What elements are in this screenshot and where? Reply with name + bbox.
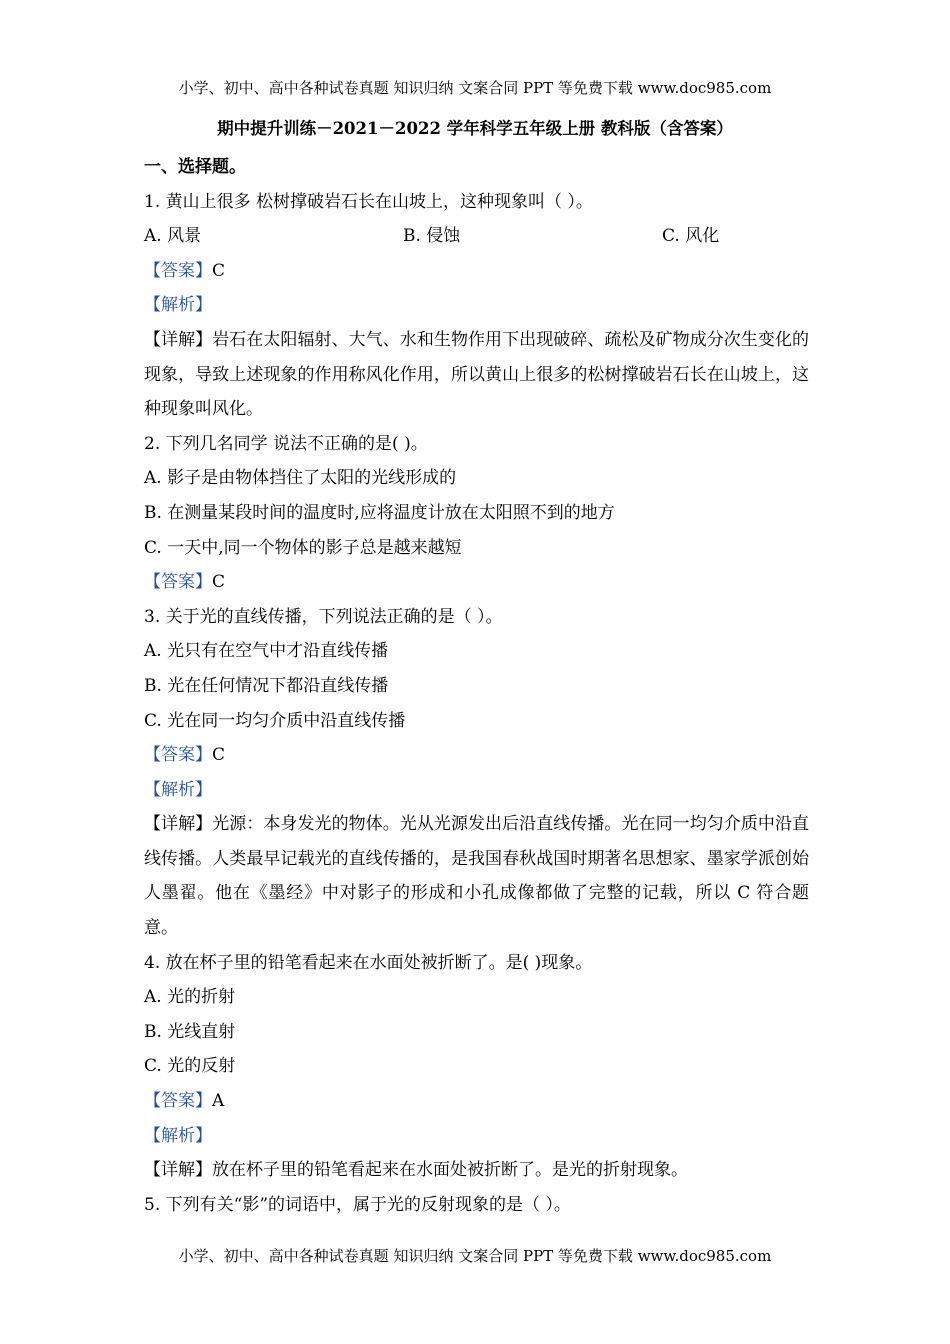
- analysis-1: [144, 288, 809, 323]
- question-3: 3. 关于光的直线传播，下列说法正确的是（ ）。: [144, 606, 503, 627]
- option-a: A. 风景: [144, 226, 202, 247]
- question-2: 2. 下列几名同学 说法不正确的是( )。: [144, 433, 428, 454]
- option-c: C. 光在同一均匀介质中沿直线传播: [144, 710, 406, 731]
- question-1-options: [144, 219, 809, 254]
- question-1: 1. 黄山上很多 松树撑破岩石长在山坡上，这种现象叫（ ）。: [144, 191, 593, 212]
- page-footer: 小学、初中、高中各种试卷真题 知识归纳 文案合同 PPT 等免费下载 www.doc985.com: [178, 1247, 772, 1265]
- answer-label: 【答案】: [144, 745, 212, 766]
- option-b: B. 光在任何情况下都沿直线传播: [144, 675, 389, 696]
- analysis-3: [144, 773, 809, 808]
- answer-value: A: [212, 1091, 225, 1112]
- detail-text: 放在杯子里的铅笔看起来在水面处被折断了。是光的折射现象。: [212, 1160, 688, 1181]
- option-b: B. 在测量某段时间的温度时,应将温度计放在太阳照不到的地方: [144, 502, 615, 523]
- detail-label: 【详解】: [144, 329, 213, 350]
- answer-label: 【答案】: [144, 260, 212, 281]
- detail-text: 岩石在太阳辐射、大气、水和生物作用下出现破碎、疏松及矿物成分次生变化的现象，导致上述现象的作用称风化作用，所以黄山上很多的松树撑破岩石长在山坡上，这种现象叫风化。: [144, 329, 810, 420]
- detail-1: [144, 323, 809, 427]
- detail-4: [144, 1153, 809, 1188]
- answer-value: C: [212, 572, 226, 593]
- question-4: 4. 放在杯子里的铅笔看起来在水面处被折断了。是( )现象。: [144, 952, 593, 973]
- answer-3: [144, 738, 809, 773]
- option-c: C. 光的反射: [144, 1056, 236, 1077]
- answer-1: [144, 254, 809, 289]
- option-a: A. 影子是由物体挡住了太阳的光线形成的: [144, 468, 457, 489]
- detail-text: 光源：本身发光的物体。光从光源发出后沿直线传播。光在同一均匀介质中沿直线传播。人类最早记载光的直线传播的，是我国春秋战国时期著名思想家、墨家学派创始人墨翟。他在《墨经》中对影子的形成和小孔成像都做了完整的记载，所以 C 符合题意。: [144, 814, 810, 939]
- detail-label: 【详解】: [144, 814, 213, 835]
- analysis-4: [144, 1119, 809, 1154]
- analysis-label: 【解析】: [144, 295, 212, 316]
- document-title: 期中提升训练－2021－2022 学年科学五年级上册 教科版（含答案）: [217, 119, 733, 138]
- answer-label: 【答案】: [144, 572, 212, 593]
- answer-value: C: [212, 745, 226, 766]
- option-c: C. 一天中,同一个物体的影子总是越来越短: [144, 537, 462, 558]
- answer-4: [144, 1084, 809, 1119]
- detail-3: [144, 807, 809, 945]
- analysis-label: 【解析】: [144, 1125, 212, 1146]
- answer-label: 【答案】: [144, 1091, 212, 1112]
- answer-value: C: [212, 260, 226, 281]
- question-5: 5. 下列有关“影”的词语中，属于光的反射现象的是（ ）。: [144, 1194, 571, 1215]
- answer-2: [144, 565, 809, 600]
- detail-label: 【详解】: [144, 1160, 212, 1181]
- option-c: C. 风化: [662, 226, 720, 247]
- document-body: [144, 150, 809, 1222]
- option-a: A. 光的折射: [144, 987, 236, 1008]
- analysis-label: 【解析】: [144, 779, 212, 800]
- section-title: 一、选择题。: [144, 157, 246, 177]
- option-b: B. 侵蚀: [403, 226, 461, 247]
- page-header: 小学、初中、高中各种试卷真题 知识归纳 文案合同 PPT 等免费下载 www.doc985.com: [178, 79, 772, 97]
- option-a: A. 光只有在空气中才沿直线传播: [144, 641, 389, 662]
- option-b: B. 光线直射: [144, 1021, 236, 1042]
